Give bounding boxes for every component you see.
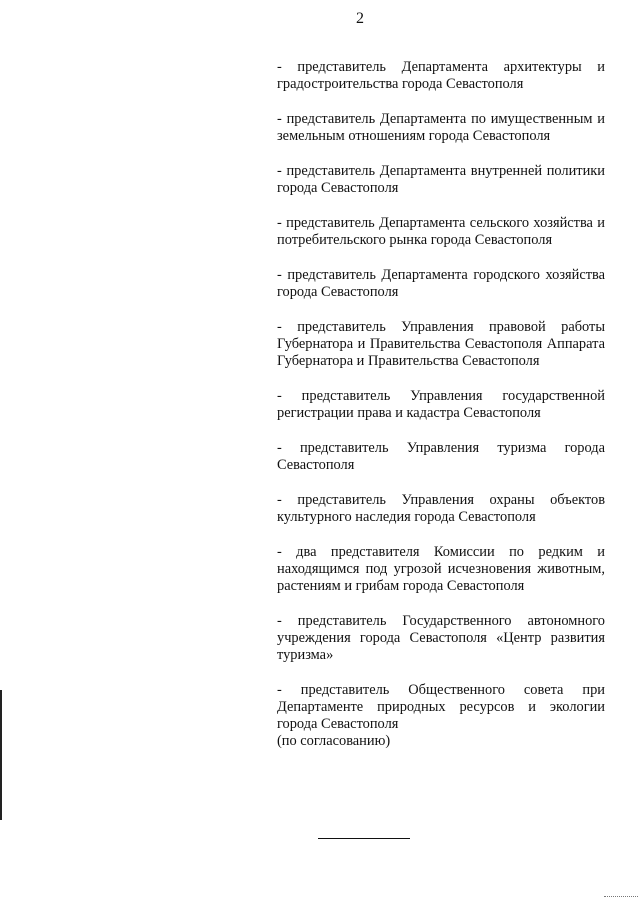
list-item: - представитель Управления государственной регистрации права и кадастра Севастополя [277, 388, 605, 421]
scan-corner-mark [604, 896, 638, 897]
list-item: - представитель Управления охраны объектов культурного наследия города Севастополя [277, 492, 605, 525]
list-item: - представитель Общественного совета при Департаменте природных ресурсов и экологии города Севастополя [277, 682, 605, 732]
end-divider [318, 838, 410, 839]
list-item-last [277, 682, 605, 750]
list-item: - представитель Управления туризма города Севастополя [277, 440, 605, 473]
scan-edge-mark [0, 690, 2, 820]
list-item: - представитель Департамента сельского хозяйства и потребительского рынка города Севастополя [277, 215, 605, 248]
list-item: - представитель Департамента городского хозяйства города Севастополя [277, 267, 605, 300]
list-item: - два представителя Комиссии по редким и находящимся под угрозой исчезновения животным, растениям и грибам города Севастополя [277, 544, 605, 594]
agreement-note: (по согласованию) [277, 733, 391, 749]
list-item: - представитель Департамента внутренней политики города Севастополя [277, 163, 605, 196]
list-item: - представитель Департамента архитектуры и градостроительства города Севастополя [277, 59, 605, 92]
list-item: - представитель Государственного автономного учреждения города Севастополя «Центр развития туризма» [277, 613, 605, 663]
list-item: - представитель Департамента по имущественным и земельным отношениям города Севастополя [277, 111, 605, 144]
list-item: - представитель Управления правовой работы Губернатора и Правительства Севастополя Аппарата Губернатора и Правительства Севастополя [277, 319, 605, 369]
member-list [277, 59, 605, 750]
page-number: 2 [356, 10, 364, 27]
